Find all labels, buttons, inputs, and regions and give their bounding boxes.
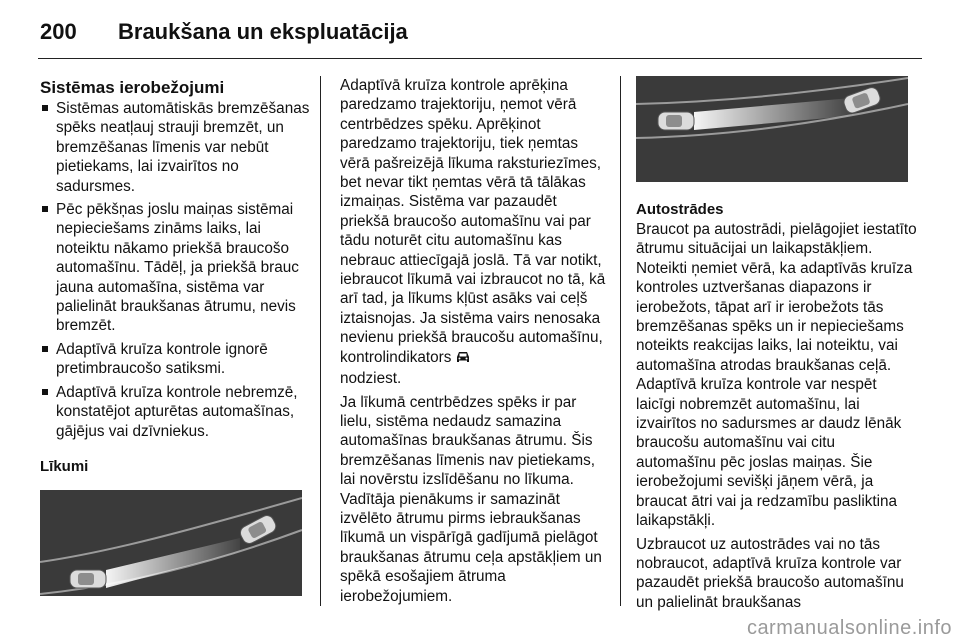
watermark: carmanualsonline.info (746, 617, 952, 639)
limitations-list (40, 99, 310, 441)
column-1 (40, 76, 310, 596)
curve-road-illustration (40, 490, 302, 596)
section-heading: Sistēmas ierobežojumi (40, 78, 225, 97)
paragraph-text: Adaptīvā kruīza kontrole aprēķina paredzamo trajektoriju, ņemot vērā centrbēdzes spēku. Aprēķinot paredzamo trajektoriju, tiek ņemtas vērā pašreizējā līkuma raksturiezīmes, bet nevar tikt ņemtas vērā tā tālākas izmaiņas. Sistēma var pazaudēt priekšā braucošo automašīnu vai par tādu noturēt citu automašīnu kas nebrauc attiecīgajā joslā. Tā var notikt, iebraucot līkumā vai izbraucot no tā, kā arī tad, ja līkums kļūst asāks vai ceļš iztaisnojas. Ja sistēma vairs nenosaka nevienu priekšā braucošu automašīnu, kontrolindikators (340, 77, 606, 366)
page-header (40, 14, 408, 50)
column-3 (636, 76, 918, 616)
list-item: Adaptīvā kruīza kontrole ignorē pretimbraucošo satiksmi. (40, 340, 310, 379)
paragraph: Braucot pa autostrādi, pielāgojiet iestatīto ātrumu situācijai un laikapstākļiem. Noteikti ņemiet vērā, ka adaptīvās kruīza kontroles uztveršanas diapazons ir ierobežots, tāpat arī ir ierobežots tās bremzēšanas spēks un ir nepieciešams noteikts reakcijas laiks, lai noteiktu, vai automašīna atrodas braukšanas ceļā. Adaptīvā kruīza kontrole var nespēt laicīgi nobremzēt automašīnu, lai izvairītos no sadursmes ar daudz lēnāk braucošu automašīnu vai citu automašīnu pēc joslas maiņas. Šie ierobežojumi sevišķi jāņem vērā, ja braucat ātri vai ja redzamību pasliktina laikapstākļi. (636, 221, 917, 530)
page-title: Braukšana un ekspluatācija (118, 19, 408, 44)
curves-heading: Līkumi (40, 457, 89, 475)
paragraph (340, 76, 606, 389)
list-item: Adaptīvā kruīza kontrole nebremzē, konstatējot apturētas automašīnas, gājējus vai dzīvniekus. (40, 383, 310, 441)
paragraph: Ja līkumā centrbēdzes spēks ir par lielu, sistēma nedaudz samazina automašīnas braukšanas ātrumu. Šis bremzēšanas līmenis nav pietiekams, lai novērstu izslīdēšanu no līkuma. Vadītāja pienākums ir samazināt izvēlēto ātrumu pirms iebraukšanas līkumā un vispārīgā gadījumā pielāgot braukšanas ātrumu ceļa apstākļiem un spēkā esošajiem ātruma ierobežojumiem. (340, 393, 602, 605)
list-item: Pēc pēkšņas joslu maiņas sistēmai nepieciešams zināms laiks, lai noteiktu nākamo priekšā braucošo automašīnu. Tādēļ, ja priekšā brauc jauna automašīna, sistēma var palielināt braukšanas ātrumu, nevis bremzēt. (40, 200, 310, 336)
column-divider-1 (320, 76, 321, 606)
car-ahead-icon (456, 350, 470, 369)
highways-heading: Autostrādes (636, 201, 724, 218)
page-number: 200 (40, 19, 77, 44)
header-rule (38, 58, 922, 59)
paragraph-text: nodziest. (340, 370, 402, 388)
column-divider-2 (620, 76, 621, 606)
highway-illustration (636, 76, 908, 182)
list-item: Sistēmas automātiskās bremzēšanas spēks neatļauj strauji bremzēt, un bremzēšanas līmenis var nebūt pietiekams, lai izvairītos no sadursmes. (40, 99, 310, 196)
column-2 (340, 76, 606, 610)
paragraph: Uzbraucot uz autostrādes vai no tās nobraucot, adaptīvā kruīza kontrole var pazaudēt priekšā braucošo automašīnu un palielināt braukšanas (636, 535, 904, 611)
